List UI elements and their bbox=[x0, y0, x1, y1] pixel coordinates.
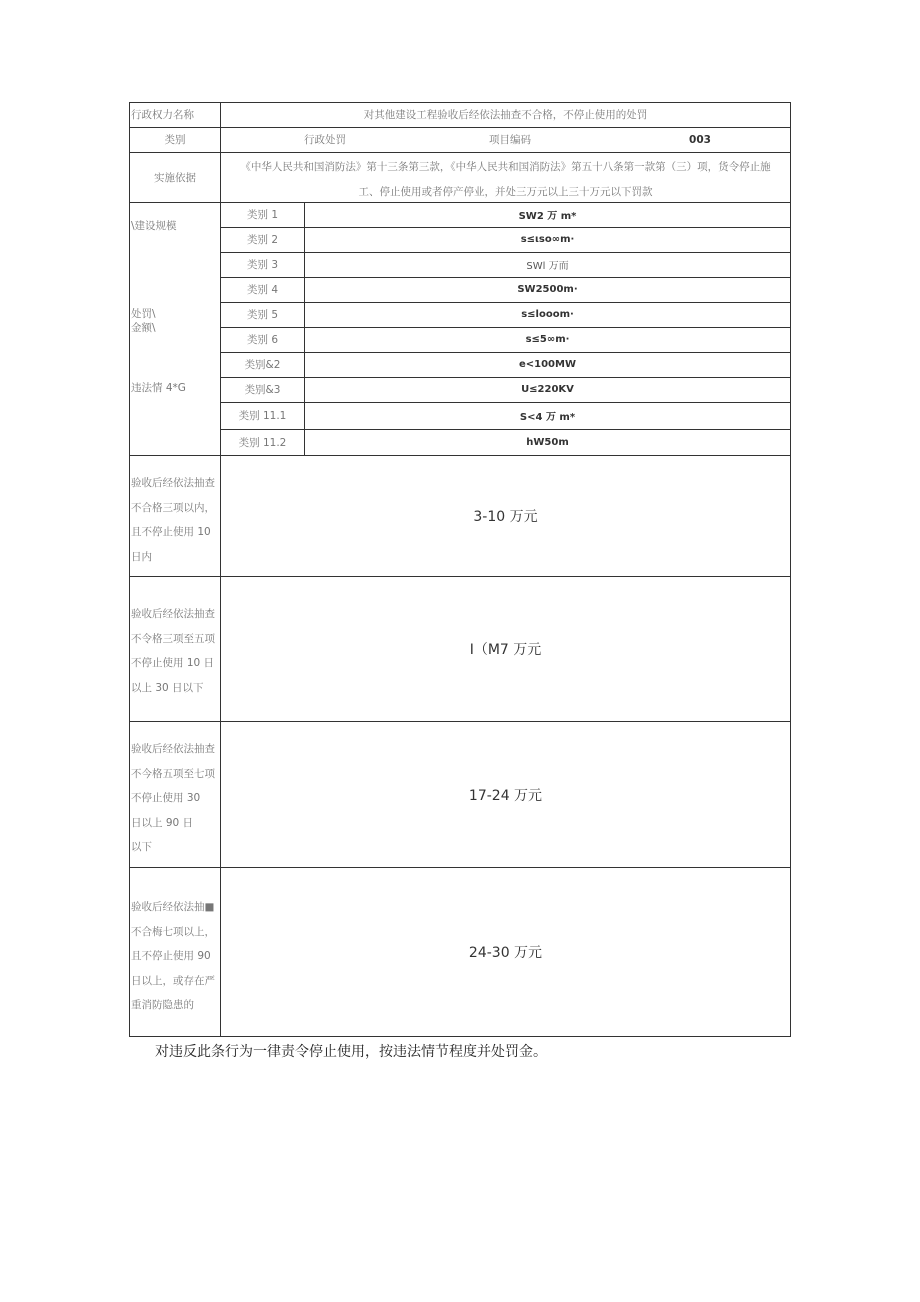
scale-category: 类别&2 bbox=[244, 359, 281, 371]
scale-value: s≤5∞m· bbox=[525, 334, 570, 345]
scale-category: 类别 2 bbox=[246, 234, 279, 246]
item-code-value: 003 bbox=[689, 133, 711, 146]
scale-value: SW2 万 m* bbox=[518, 211, 577, 222]
penalty-label-1: 处罚\ bbox=[131, 308, 156, 320]
item-code-label: 项目编码 bbox=[489, 134, 531, 146]
scale-value: S<4 万 m* bbox=[519, 412, 576, 423]
scale-category: 类别 1 bbox=[246, 209, 279, 221]
scale-value: s≤ιsο∞m· bbox=[520, 234, 575, 245]
scale-value: hW50m bbox=[526, 436, 569, 448]
scale-category: 类别 5 bbox=[246, 309, 279, 321]
scale-value: e<100MW bbox=[518, 359, 577, 370]
penalty-amount: 17-24 万元 bbox=[468, 787, 543, 804]
scale-category: 类别 11.2 bbox=[238, 436, 287, 449]
penalty-amount: I（M7 万元 bbox=[469, 642, 542, 658]
violation-label: 违法情 4*G bbox=[131, 382, 186, 394]
scale-value: SWl 万而 bbox=[526, 261, 569, 272]
scale-value: SW2500m· bbox=[517, 284, 578, 295]
penalty-condition: 验收后经依法抽查 不今格五项至七项 不停止使用 30 日以上 90 日 以下 bbox=[131, 743, 215, 853]
penalty-condition: 验收后经依法抽查 不合格三项以内， 且不停止使用 10 日内 bbox=[131, 477, 215, 563]
scale-value: s≤looom· bbox=[521, 309, 574, 320]
penalty-amount: 3-10 万元 bbox=[473, 509, 538, 525]
footer-note: 对违反此条行为一律责令停止使用，按违法情节程度并处罚金。 bbox=[155, 1044, 547, 1060]
scale-category: 类别 11.1 bbox=[238, 410, 287, 422]
scale-value: U≤220KV bbox=[521, 384, 574, 395]
penalty-label-2: 金额\ bbox=[131, 322, 156, 334]
scale-category: 类别 3 bbox=[246, 259, 279, 271]
category-label: 类别 bbox=[164, 134, 186, 146]
build-scale-label: \建设规模 bbox=[131, 220, 177, 232]
power-name-value: 对其他建设工程验收后经依法抽查不合格，不停止使用的处罚 bbox=[363, 109, 648, 121]
category-value: 行政处罚 bbox=[304, 134, 346, 146]
penalty-amount: 24-30 万元 bbox=[468, 945, 543, 961]
scale-category: 类别&3 bbox=[244, 384, 281, 396]
basis-line-2: 工、停止使用或者停产停业，并处三万元以上三十万元以下罚款 bbox=[358, 185, 653, 198]
penalty-condition: 验收后经依法抽查 不令格三项至五项 不停止使用 10 日 以上 30 日以下 bbox=[131, 608, 215, 694]
power-name-label: 行政权力名称 bbox=[131, 109, 194, 121]
scale-category: 类别 6 bbox=[246, 334, 279, 346]
basis-line-1: 《中华人民共和国消防法》第十三条第三款，《中华人民共和国消防法》第五十八条第一款第（三）项，货令停止施 bbox=[240, 160, 771, 173]
scale-category: 类别 4 bbox=[246, 284, 279, 296]
penalty-condition: 验收后经依法抽■ 不合梅七项以上， 且不停止使用 90 日以上，或存在严 重消防隐患的 bbox=[131, 901, 215, 1011]
basis-label: 实施依据 bbox=[154, 171, 196, 184]
